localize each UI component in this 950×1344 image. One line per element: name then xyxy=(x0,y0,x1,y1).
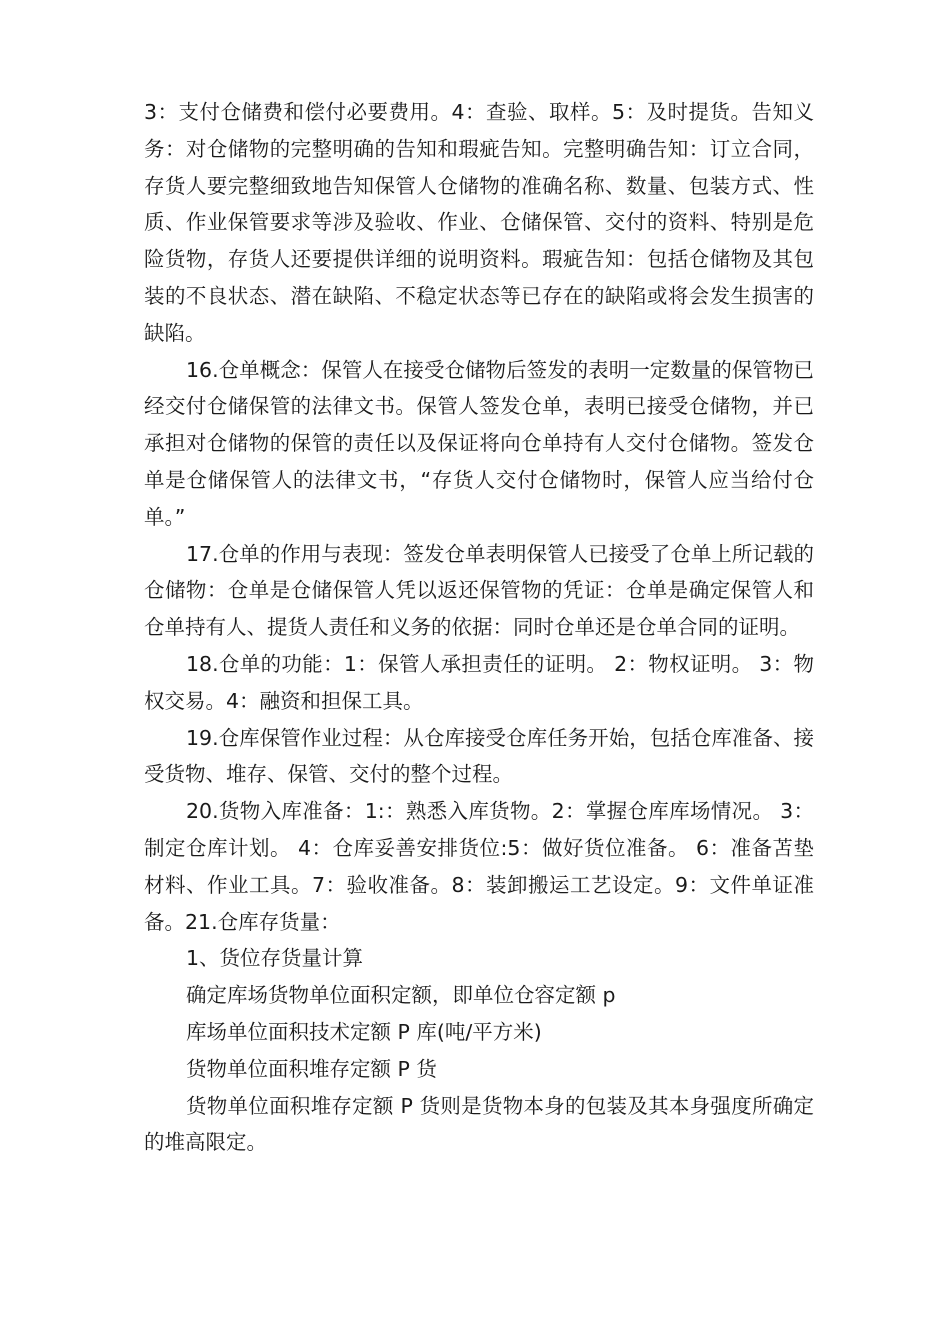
paragraph-unit-area-quota: 确定库场货物单位面积定额，即单位仓容定额 p xyxy=(186,983,616,1008)
paragraph-technical-quota: 库场单位面积技术定额 P 库(吨/平方米) xyxy=(186,1019,542,1044)
paragraph-16-warehouse-receipt-concept: 16.仓单概念：保管人在接受仓储物后签发的表明一定数量的保管物已经交付仓储保管的法律文书。保管人签发仓单，表明已接受仓储物，并已承担对仓储物的保管的责任以及保证将向仓单持有人交付仓储物。签发仓单是仓储保管人的法律文书，“存货人交付仓储物时，保管人应当给付仓单。” xyxy=(144,357,814,529)
paragraph-18-receipt-functions: 18.仓单的功能：1：保管人承担责任的证明。 2：物权证明。 3：物权交易。4：融资和担保工具。 xyxy=(144,651,814,713)
paragraph-19-storage-process: 19.仓库保管作业过程：从仓库接受仓库任务开始，包括仓库准备、接受货物、堆存、保管、交付的整个过程。 xyxy=(144,725,814,787)
paragraph-stacking-quota: 货物单位面积堆存定额 P 货 xyxy=(186,1056,437,1081)
paragraph-17-receipt-role: 17.仓单的作用与表现：签发仓单表明保管人已接受了仓单上所记载的仓储物：仓单是仓储保管人凭以返还保管物的凭证：仓单是确定保管人和仓单持有人、提货人责任和义务的依据：同时仓单还是仓单合同的证明。 xyxy=(144,541,814,640)
document-body xyxy=(144,94,814,1161)
paragraph-duties-and-disclosure: 3：支付仓储费和偿付必要费用。4：查验、取样。5：及时提货。告知义务：对仓储物的完整明确的告知和瑕疵告知。完整明确告知：订立合同，存货人要完整细致地告知保管人仓储物的准确名称、数量、包装方式、性质、作业保管要求等涉及验收、作业、仓储保管、交付的资料、特别是危险货物，存货人还要提供详细的说明资料。瑕疵告知：包括仓储物及其包装的不良状态、潜在缺陷、不稳定状态等已存在的缺陷或将会发生损害的缺陷。 xyxy=(144,100,814,345)
paragraph-20-inbound-preparation: 20.货物入库准备：1:：熟悉入库货物。2：掌握仓库库场情况。 3：制定仓库计划。 4：仓库妥善安排货位:5：做好货位准备。 6：准备苫垫材料、作业工具。7：验收准备。8：装卸搬运工艺设定。9：文件单证准备。21.仓库存货量： xyxy=(144,799,814,934)
paragraph-stacking-quota-definition: 货物单位面积堆存定额 P 货则是货物本身的包装及其本身强度所确定的堆高限定。 xyxy=(144,1093,814,1155)
paragraph-location-stock-heading: 1、货位存货量计算 xyxy=(186,946,364,971)
